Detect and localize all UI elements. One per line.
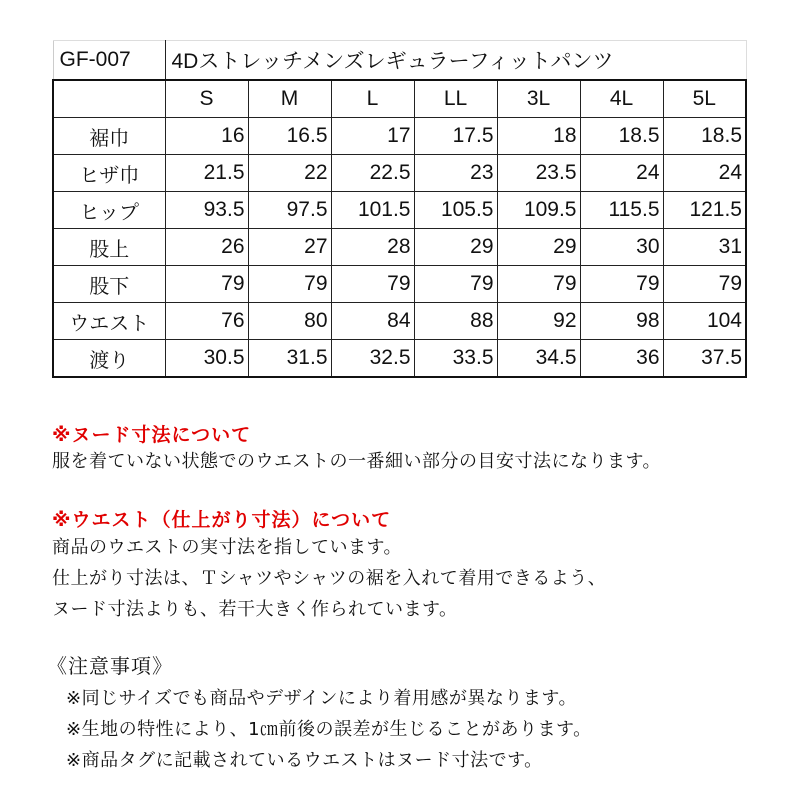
row-label: 股下 xyxy=(53,266,165,303)
note-item: ※生地の特性により、1㎝前後の誤差が生じることがあります。 xyxy=(66,719,592,740)
table-cell: 23.5 xyxy=(497,155,580,192)
size-header-l: L xyxy=(331,80,414,118)
table-cell: 79 xyxy=(331,266,414,303)
product-code: GF-007 xyxy=(53,41,165,81)
notes-heading: 《注意事項》 xyxy=(47,654,173,678)
table-body xyxy=(53,80,746,377)
row-label: ヒザ巾 xyxy=(53,155,165,192)
table-cell: 31 xyxy=(663,229,746,266)
notes-list xyxy=(66,683,592,776)
row-label: 裾巾 xyxy=(53,118,165,155)
table-row xyxy=(53,155,746,192)
table-cell: 79 xyxy=(663,266,746,303)
table-cell: 93.5 xyxy=(165,192,248,229)
table-cell: 18 xyxy=(497,118,580,155)
table-cell: 92 xyxy=(497,303,580,340)
size-header-5l: 5L xyxy=(663,80,746,118)
product-name: 4Dストレッチメンズレギュラーフィットパンツ xyxy=(165,41,746,81)
waist-line: 商品のウエストの実寸法を指しています。 xyxy=(52,537,403,558)
table-cell: 32.5 xyxy=(331,340,414,378)
table-cell: 37.5 xyxy=(663,340,746,378)
table-row xyxy=(53,266,746,303)
table-cell: 21.5 xyxy=(165,155,248,192)
table-cell: 79 xyxy=(248,266,331,303)
table-cell: 31.5 xyxy=(248,340,331,378)
table-cell: 98 xyxy=(580,303,663,340)
waist-line: ヌード寸法よりも、若干大きく作られています。 xyxy=(52,599,458,620)
table-cell: 22 xyxy=(248,155,331,192)
table-cell: 115.5 xyxy=(580,192,663,229)
table-cell: 30.5 xyxy=(165,340,248,378)
table-cell: 33.5 xyxy=(414,340,497,378)
size-table xyxy=(52,40,747,378)
table-cell: 30 xyxy=(580,229,663,266)
table-cell: 109.5 xyxy=(497,192,580,229)
table-cell: 23 xyxy=(414,155,497,192)
table-cell: 24 xyxy=(663,155,746,192)
table-cell: 79 xyxy=(165,266,248,303)
table-cell: 22.5 xyxy=(331,155,414,192)
row-label: ヒップ xyxy=(53,192,165,229)
table-cell: 79 xyxy=(580,266,663,303)
table-row xyxy=(53,229,746,266)
table-cell: 80 xyxy=(248,303,331,340)
table-cell: 101.5 xyxy=(331,192,414,229)
table-title-row xyxy=(53,41,746,81)
table-cell: 17.5 xyxy=(414,118,497,155)
table-cell: 121.5 xyxy=(663,192,746,229)
table-cell: 28 xyxy=(331,229,414,266)
note-item: ※商品タグに記載されているウエストはヌード寸法です。 xyxy=(66,750,543,771)
table-cell: 88 xyxy=(414,303,497,340)
size-header-s: S xyxy=(165,80,248,118)
table-row xyxy=(53,303,746,340)
waist-line: 仕上がり寸法は、Ｔシャツやシャツの裾を入れて着用できるよう、 xyxy=(52,568,607,589)
table-cell: 76 xyxy=(165,303,248,340)
table-row xyxy=(53,340,746,378)
table-cell: 24 xyxy=(580,155,663,192)
table-row xyxy=(53,118,746,155)
nude-heading: ※ヌード寸法について xyxy=(52,424,252,446)
table-cell: 34.5 xyxy=(497,340,580,378)
size-header-3l: 3L xyxy=(497,80,580,118)
size-header-m: M xyxy=(248,80,331,118)
table-cell: 27 xyxy=(248,229,331,266)
table-cell: 104 xyxy=(663,303,746,340)
waist-heading: ※ウエスト（仕上がり寸法）について xyxy=(52,509,392,531)
table-cell: 97.5 xyxy=(248,192,331,229)
table-cell: 26 xyxy=(165,229,248,266)
note-item: ※同じサイズでも商品やデザインにより着用感が異なります。 xyxy=(66,688,577,709)
table-cell: 18.5 xyxy=(580,118,663,155)
table-cell: 84 xyxy=(331,303,414,340)
nude-body: 服を着ていない状態でのウエストの一番細い部分の目安寸法になります。 xyxy=(52,451,662,472)
corner-cell xyxy=(53,80,165,118)
table-cell: 79 xyxy=(414,266,497,303)
waist-body xyxy=(52,532,606,625)
table-cell: 16.5 xyxy=(248,118,331,155)
table-cell: 105.5 xyxy=(414,192,497,229)
table-cell: 29 xyxy=(414,229,497,266)
table-cell: 36 xyxy=(580,340,663,378)
size-header-row xyxy=(53,80,746,118)
table-cell: 17 xyxy=(331,118,414,155)
size-header-4l: 4L xyxy=(580,80,663,118)
row-label: 股上 xyxy=(53,229,165,266)
row-label: ウエスト xyxy=(53,303,165,340)
table-row xyxy=(53,192,746,229)
size-header-ll: LL xyxy=(414,80,497,118)
row-label: 渡り xyxy=(53,340,165,378)
table-cell: 16 xyxy=(165,118,248,155)
table-cell: 79 xyxy=(497,266,580,303)
table-cell: 18.5 xyxy=(663,118,746,155)
table-cell: 29 xyxy=(497,229,580,266)
